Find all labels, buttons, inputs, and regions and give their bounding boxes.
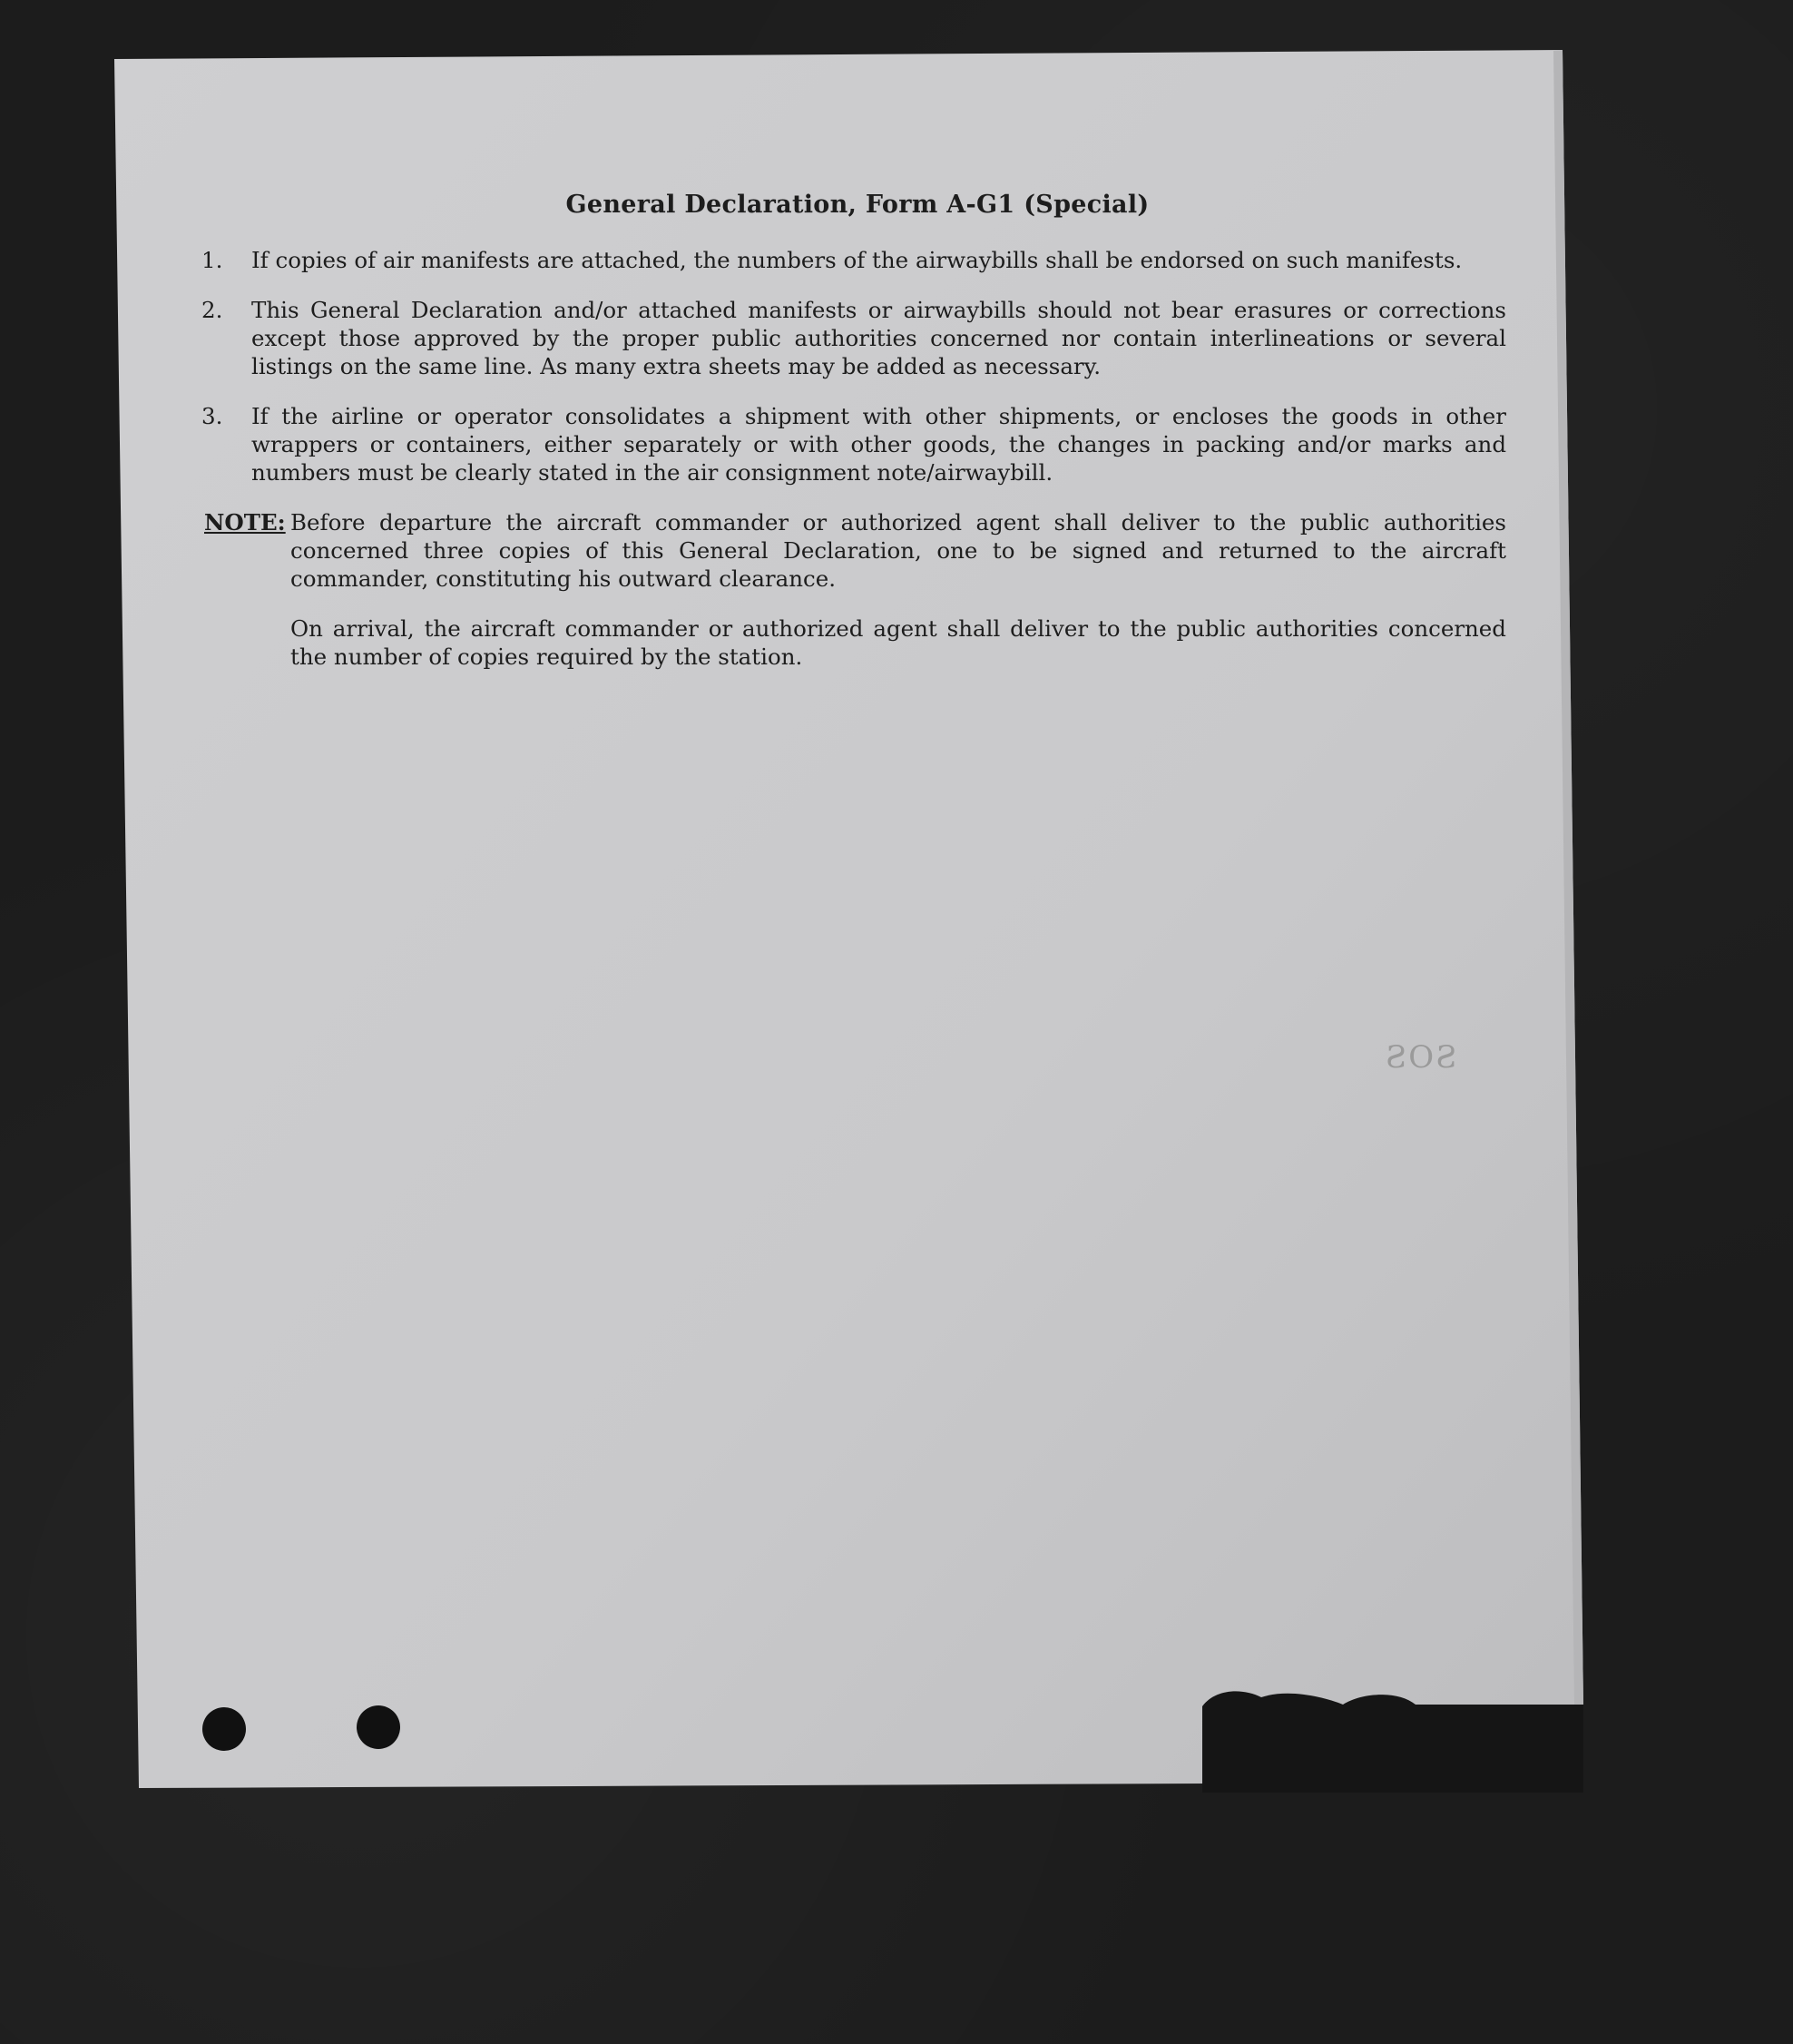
punch-hole-left bbox=[202, 1707, 246, 1751]
document-content bbox=[191, 191, 1506, 693]
item-number: 3. bbox=[201, 403, 223, 429]
note-label: NOTE: bbox=[204, 509, 286, 536]
page-title: General Declaration, Form A-G1 (Special) bbox=[565, 191, 1150, 219]
bleed-through-mark: SOS bbox=[1384, 1039, 1457, 1076]
note-section bbox=[191, 508, 1506, 693]
item-text: If copies of air manifests are attached, the numbers of the airwaybills shall be endorsed on such manifests. bbox=[251, 247, 1463, 273]
note-paragraph: Before departure the aircraft commander or authorized agent shall deliver to the public authorities concerned three copies of this General Declaration, one to be signed and returned to the aircraft commander, constituting his outward clearance. bbox=[290, 509, 1506, 592]
note-body bbox=[290, 508, 1506, 693]
instruction-item bbox=[191, 296, 1506, 380]
note-paragraph: On arrival, the aircraft commander or authorized agent shall deliver to the public authorities concerned the number of copies required by the station. bbox=[290, 615, 1506, 670]
torn-corner bbox=[1202, 1691, 1583, 1793]
item-text: This General Declaration and/or attached manifests or airwaybills should not bear erasures or corrections except those approved by the proper public authorities concerned nor contain interlineations or several listings on the same line. As many extra sheets may be added as necessary. bbox=[251, 297, 1506, 379]
item-text: If the airline or operator consolidates a shipment with other shipments, or encloses the goods in other wrappers or containers, either separately or with other goods, the changes in packing and/or marks and numbers must be clearly stated in the air consignment note/airwaybill. bbox=[251, 403, 1506, 486]
punch-hole-right bbox=[357, 1705, 400, 1749]
instruction-item bbox=[191, 246, 1506, 274]
item-number: 2. bbox=[201, 297, 223, 323]
instruction-item bbox=[191, 402, 1506, 486]
item-number: 1. bbox=[201, 247, 223, 273]
